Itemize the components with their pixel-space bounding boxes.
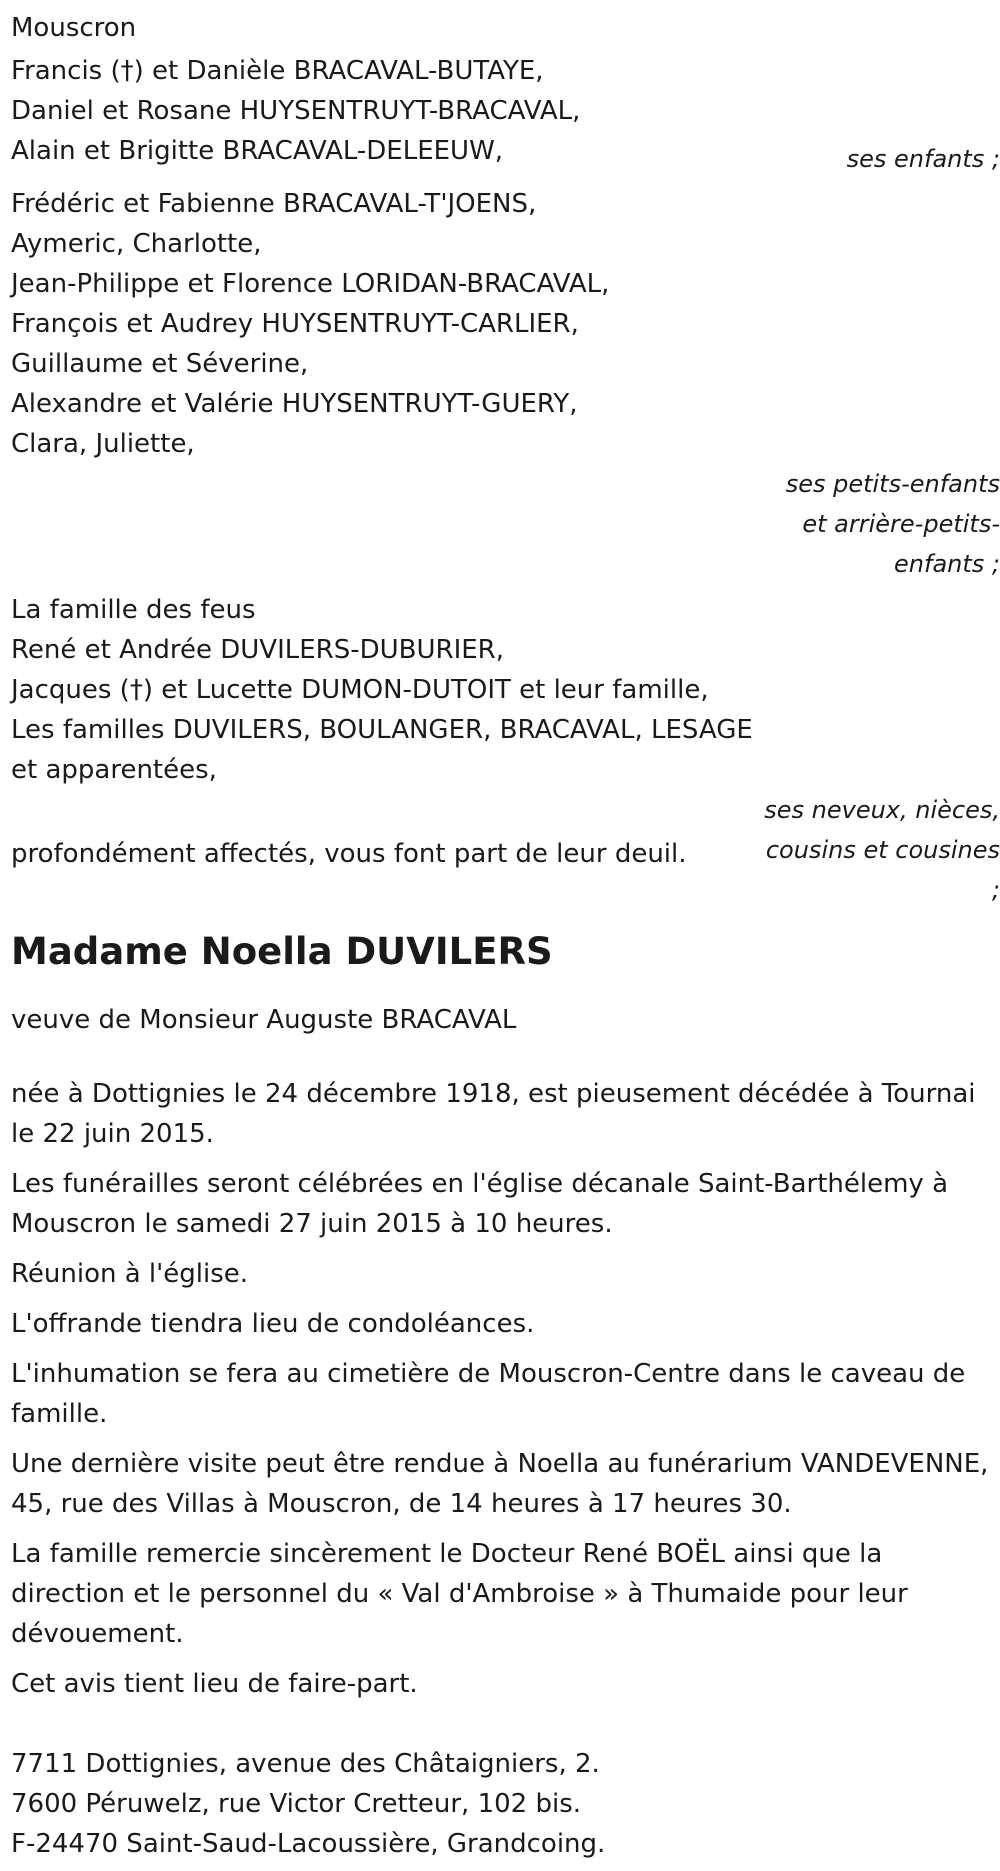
family-line: Alexandre et Valérie HUYSENTRUYT-GUERY, <box>11 389 578 419</box>
address-line: 7600 Péruwelz, rue Victor Cretteur, 102 bis. <box>11 1789 582 1819</box>
relation-label: enfants ; <box>894 550 1000 578</box>
place-label: Mouscron <box>11 13 137 43</box>
family-line: Francis (†) et Danièle BRACAVAL-BUTAYE, <box>11 56 544 86</box>
nephews-group <box>11 590 1000 910</box>
detail-paragraph: Une dernière visite peut être rendue à Noella au funérarium VANDEVENNE, 45, rue des Villas à Mouscron, de 14 heures à 17 heures 30. <box>11 1449 989 1519</box>
relation-label: et arrière-petits- <box>802 510 1000 538</box>
relation-label: ses petits-enfants <box>785 470 1000 498</box>
family-line: et apparentées, <box>11 755 217 785</box>
detail-paragraph: Cet avis tient lieu de faire-part. <box>11 1669 418 1699</box>
family-line: René et Andrée DUVILERS-DUBURIER, <box>11 635 505 665</box>
detail-paragraph: Réunion à l'église. <box>11 1259 249 1289</box>
detail-paragraph: La famille remercie sincèrement le Docteur René BOËL ainsi que la direction et le personnel du « Val d'Ambroise » à Thumaide pour leur dévouement. <box>11 1539 908 1649</box>
detail-paragraph: née à Dottignies le 24 décembre 1918, est pieusement décédée à Tournai le 22 juin 2015. <box>11 1079 976 1149</box>
detail-paragraph: L'inhumation se fera au cimetière de Mouscron-Centre dans le caveau de famille. <box>11 1359 966 1429</box>
family-line: La famille des feus <box>11 595 256 625</box>
family-line: Alain et Brigitte BRACAVAL-DELEEUW, <box>11 136 504 166</box>
relation-label: ses enfants ; <box>846 145 1000 173</box>
detail-paragraph: Les funérailles seront célébrées en l'église décanale Saint-Barthélemy à Mouscron le samedi 27 juin 2015 à 10 heures. <box>11 1169 949 1239</box>
closing-line: profondément affectés, vous font part de leur deuil. <box>11 839 687 869</box>
family-line: Aymeric, Charlotte, <box>11 229 262 259</box>
family-line: Guillaume et Séverine, <box>11 349 309 379</box>
relation-label: cousins et cousines <box>765 836 1000 864</box>
relation-label: ; <box>991 876 1000 904</box>
family-line: Clara, Juliette, <box>11 429 195 459</box>
family-line: Frédéric et Fabienne BRACAVAL-T'JOENS, <box>11 189 537 219</box>
grandchildren-group <box>11 184 1000 584</box>
family-line: Jean-Philippe et Florence LORIDAN-BRACAVAL, <box>11 269 610 299</box>
family-line: Jacques (†) et Lucette DUMON-DUTOIT et leur famille, <box>11 675 709 705</box>
relation-label: ses neveux, nièces, <box>764 796 1000 824</box>
addresses-section <box>11 1744 1000 1864</box>
deceased-name: Madame Noella DUVILERS <box>11 930 553 973</box>
address-line: 7711 Dottignies, avenue des Châtaigniers, 2. <box>11 1749 600 1779</box>
details-section <box>11 1074 1000 1704</box>
family-line: Daniel et Rosane HUYSENTRUYT-BRACAVAL, <box>11 96 581 126</box>
detail-paragraph: L'offrande tiendra lieu de condoléances. <box>11 1309 535 1339</box>
widow-of-line: veuve de Monsieur Auguste BRACAVAL <box>11 1005 517 1035</box>
family-line: François et Audrey HUYSENTRUYT-CARLIER, <box>11 309 579 339</box>
address-line: F-24470 Saint-Saud-Lacoussière, Grandcoing. <box>11 1829 606 1859</box>
family-line: Les familles DUVILERS, BOULANGER, BRACAVAL, LESAGE <box>11 715 753 745</box>
children-group <box>11 51 1000 171</box>
